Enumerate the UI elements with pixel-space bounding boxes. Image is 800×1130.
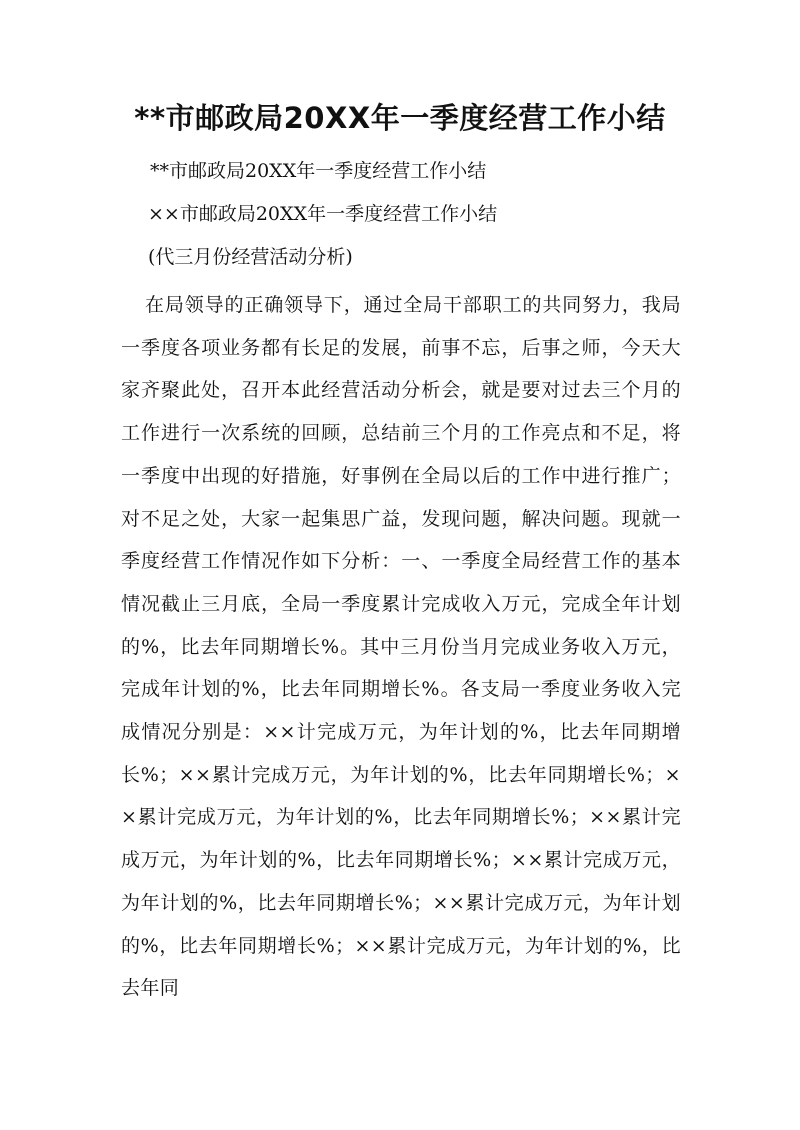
subtitle-line-3: (代三月份经营活动分析) bbox=[148, 246, 353, 268]
subtitle-line-2: ××市邮政局20XX年一季度经营工作小结 bbox=[148, 203, 498, 225]
subtitle-line-1: **市邮政局20XX年一季度经营工作小结 bbox=[150, 160, 487, 182]
document-title: **市邮政局20XX年一季度经营工作小结 bbox=[134, 101, 666, 135]
body-paragraph: 在局领导的正确领导下，通过全局干部职工的共同努力，我局一季度各项业务都有长足的发展，前事不忘，后事之师，今天大家齐聚此处，召开本此经营活动分析会，就是要对过去三个月的工作进行一次系统的回顾，总结前三个月的工作亮点和不足，将一季度中出现的好措施，好事例在全局以后的工作中进行推广；对不足之处，大家一起集思广益，发现问题，解决问题。现就一季度经营工作情况作如下分析：一、一季度全局经营工作的基本情况截止三月底，全局一季度累计完成收入万元，完成全年计划的%，比去年同期增长%。其中三月份当月完成业务收入万元，完成年计划的%，比去年同期增长%。各支局一季度业务收入完成情况分别是：××计完成万元，为年计划的%，比去年同期增长%；××累计完成万元，为年计划的%，比去年同期增长%；××累计完成万元，为年计划的%，比去年同期增长%；××累计完成万元，为年计划的%，比去年同期增长%；××累计完成万元，为年计划的%，比去年同期增长%；××累计完成万元，为年计划的%，比去年同期增长%；××累计完成万元，为年计划的%，比去年同 bbox=[121, 294, 681, 1000]
